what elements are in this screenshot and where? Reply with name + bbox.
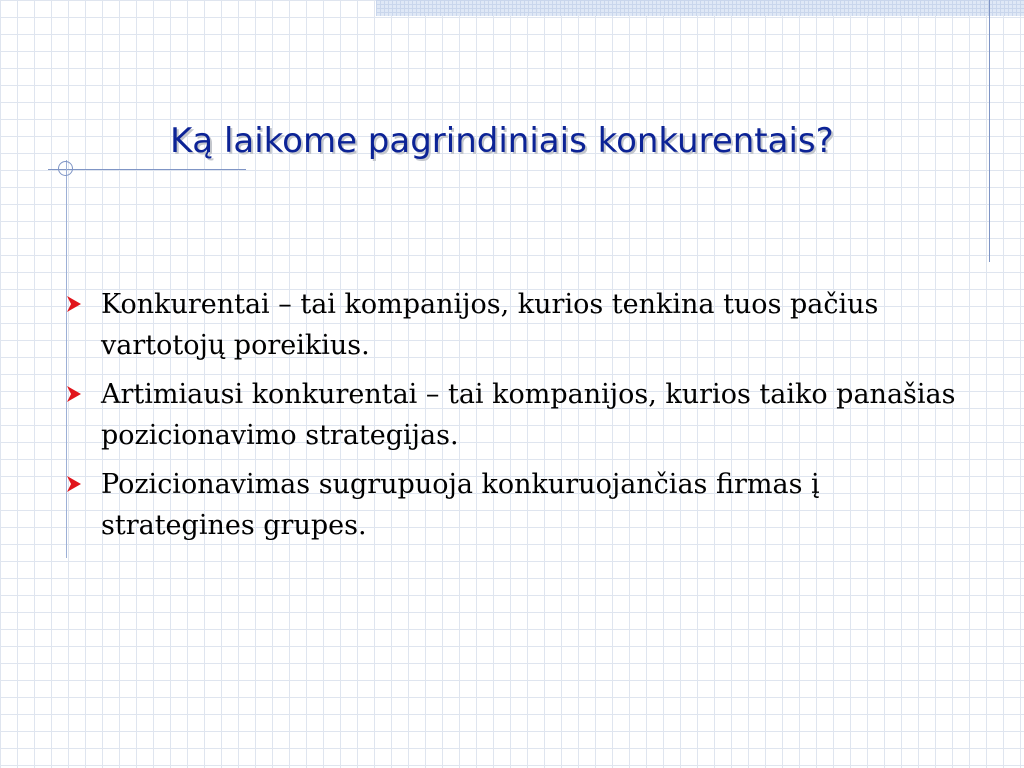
bullet-item [60,374,960,456]
bullet-item [60,464,960,546]
bullet-text: Konkurentai – tai kompanijos, kurios tenkina tuos pačius vartotojų poreikius. [101,289,879,361]
decorative-title-rule [48,169,246,170]
arrow-right-icon [64,284,86,314]
slide-title: Ką laikome pagrindiniais konkurentais? [170,121,834,161]
decorative-top-band [376,0,1024,16]
bullet-item [60,284,960,366]
decorative-corner-circle [58,161,73,176]
bullet-text: Pozicionavimas sugrupuoja konkuruojančias firmas į strategines grupes. [101,469,820,541]
arrow-right-icon [64,464,86,494]
bullet-text: Artimiausi konkurentai – tai kompanijos, kurios taiko panašias pozicionavimo strategijas. [101,379,956,451]
bullet-list [60,284,960,554]
arrow-right-icon [64,374,86,404]
